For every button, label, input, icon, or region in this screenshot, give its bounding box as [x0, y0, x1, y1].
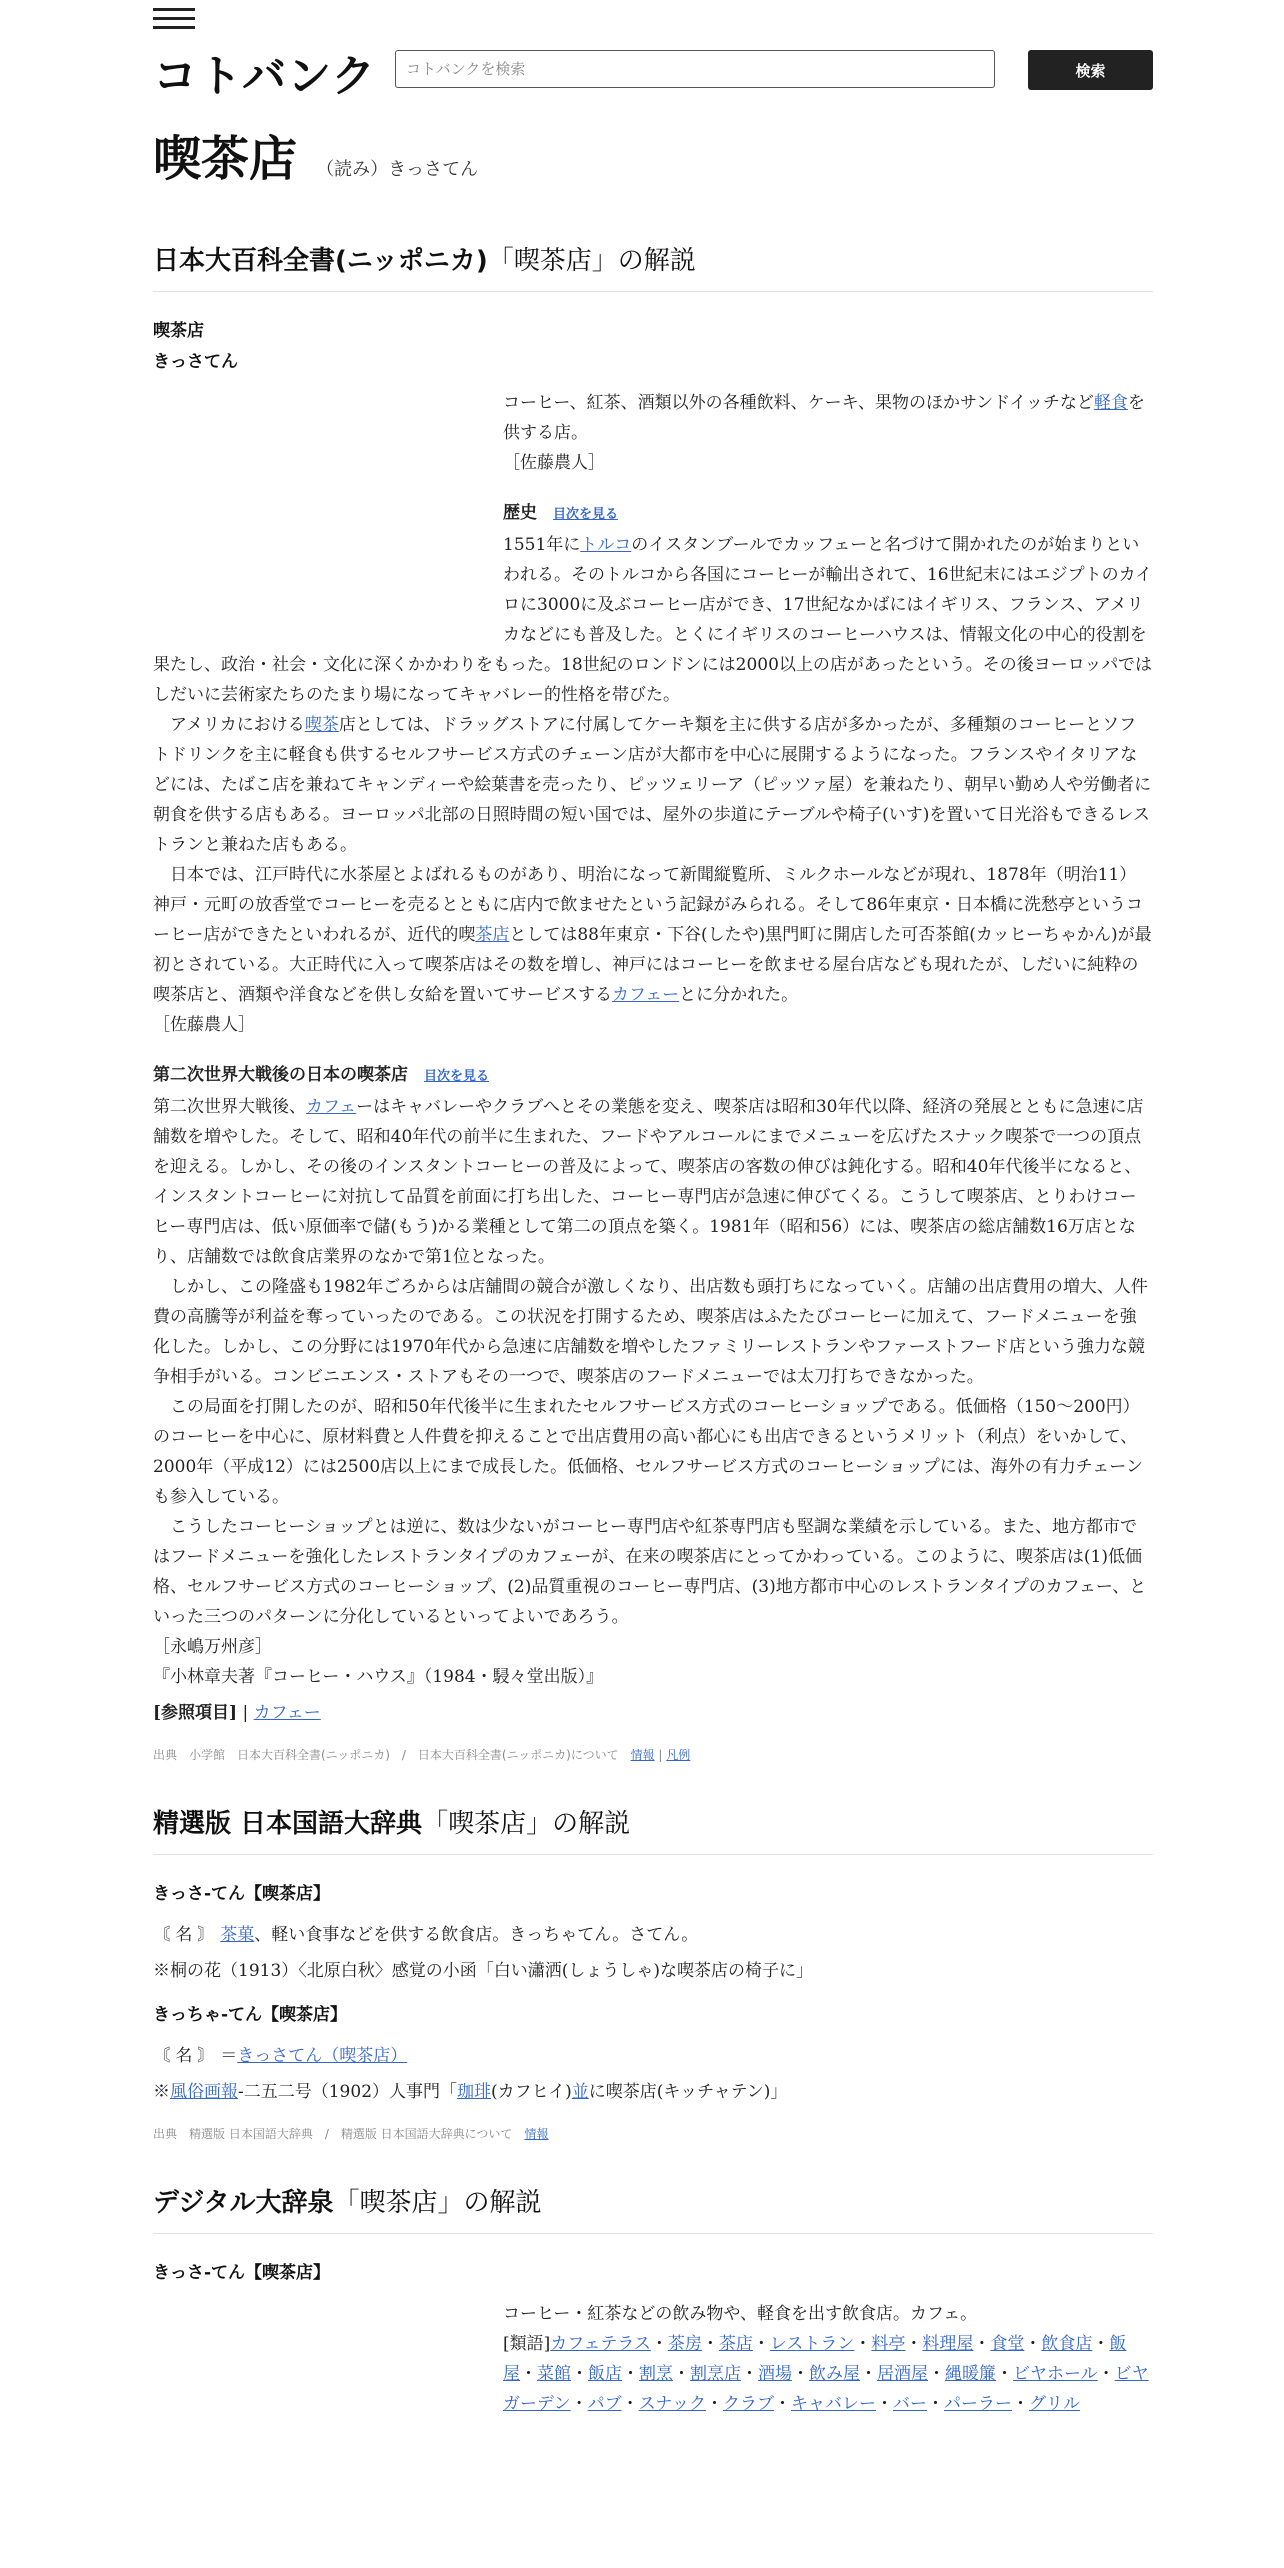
hamburger-menu-icon[interactable]: [153, 8, 195, 32]
link-cafe[interactable]: カフェー: [612, 985, 680, 1005]
separator: ・: [673, 2364, 690, 2384]
bibliography: 『小林章夫著『コーヒー・ハウス』（1984・駸々堂出版）』: [153, 1667, 604, 1687]
text-span: ※: [153, 2082, 170, 2102]
postwar-heading: 第二次世界大戦後の日本の喫茶店: [153, 1065, 408, 1085]
separator: ・: [1012, 2394, 1029, 2414]
synonym-link[interactable]: 飲食店: [1041, 2334, 1093, 2354]
synonym-link[interactable]: クラブ: [723, 2394, 774, 2414]
synonym-link[interactable]: レストラン: [769, 2334, 855, 2354]
text-span: としては88年東京・下谷(したや)黒門町に開店した可否茶館(カッヒーちゃかん)が最初とされている。大正時代に入って喫茶店はその数を増し、神戸にはコーヒーを飲ませる屋台店なども現れたが、しだいに純粋の喫茶店と、酒類や洋食などを供し女給を置いてサービスする: [153, 925, 1152, 1005]
postwar-paragraph-2: しかし、この隆盛も1982年ごろからは店舗間の競合が激しくなり、出店数も頭打ちになっていく。店舗の出店費用の増大、人件費の高騰等が利益を奪っていったのである。この状況を打開するため、喫茶店はふたたびコーヒーに加えて、フードメニューを強化した。しかし、この分野には1970年代から急速に店舗数を増やしたファミリーレストランやファーストフード店という強力な競争相手がいる。コンビニエンス・ストアもその一つで、喫茶店のフードメニューでは太刀打ちできなかった。: [153, 1277, 1148, 1387]
synonym-link[interactable]: 茶房: [667, 2334, 702, 2354]
toc-link[interactable]: 目次を見る: [553, 507, 619, 522]
synonym-link[interactable]: パーラー: [944, 2394, 1012, 2414]
title-row: [153, 120, 1153, 200]
separator: ・: [1024, 2334, 1042, 2354]
source-line: [153, 2125, 1153, 2142]
text-span: 店としては、ドラッグストアに付属してケーキ類を主に供する店が多かったが、多種類のコーヒーとソフトドリンクを主に軽食も供するセルフサービス方式のチェーン店が大都市を中心に展開するようになった。フランスやイタリアなどには、たばこ店を兼ねてキャンディーや絵葉書を売ったり、ピッツェリーア（ピッツァ屋）を兼ねたり、朝早い勤め人や労働者に朝食を供する店もある。ヨーロッパ北部の日照時間の短い国では、屋外の歩道にテーブルや椅子(いす)を置いて日光浴もできるレストランと兼ねた店もある。: [153, 715, 1152, 855]
synonym-link[interactable]: 料亭: [871, 2334, 906, 2354]
reference-label: [参照項目]: [153, 1703, 238, 1723]
history-heading: 歴史: [503, 503, 537, 523]
text-span: 第二次世界大戦後、: [153, 1097, 306, 1117]
link-keishoku[interactable]: 軽食: [1093, 393, 1128, 413]
synonyms-label: [類語]: [503, 2334, 551, 2354]
source-info-link[interactable]: 情報: [524, 2127, 549, 2141]
link-cafe-2[interactable]: カフェ: [306, 1097, 357, 1117]
separator: ・: [570, 2394, 588, 2414]
postwar-paragraph-1: [153, 1092, 1153, 1272]
section-heading-suffix: 「喫茶店」の解説: [422, 1809, 631, 1839]
separator: ・: [622, 2364, 639, 2384]
synonym-link[interactable]: バー: [893, 2394, 927, 2414]
section-heading: [153, 2182, 1153, 2234]
text-span: 、軽い食事などを供する飲食店。きっちゃてん。さてん。: [254, 1925, 699, 1945]
separator: ・: [973, 2334, 991, 2354]
text-span: を供する店。: [503, 393, 1145, 443]
synonym-link[interactable]: グリル: [1029, 2394, 1080, 2414]
text-span: アメリカにおける: [170, 715, 305, 735]
definition: [153, 2041, 1153, 2071]
synonym-link[interactable]: 料理屋: [922, 2334, 974, 2354]
separator: ・: [1092, 2334, 1110, 2354]
separator: ・: [741, 2364, 758, 2384]
section-heading-suffix: 「喫茶店」の解説: [333, 2188, 542, 2218]
author-credit: ［永嶋万州彦］: [153, 1637, 272, 1657]
separator: ・: [621, 2394, 639, 2414]
section-heading-suffix: 「喫茶店」の解説: [487, 246, 696, 276]
text-span: (カフヒイ): [491, 2082, 572, 2102]
site-header: [153, 0, 1153, 110]
separator: ・: [520, 2364, 537, 2384]
link-kissa[interactable]: 喫茶: [304, 715, 339, 735]
search-button[interactable]: 検索: [1028, 50, 1153, 90]
reference-link-cafe[interactable]: カフェー: [253, 1703, 321, 1723]
source-text: 出典 小学館 日本大百科全書(ニッポニカ) / 日本大百科全書(ニッポニカ)について: [153, 1748, 631, 1762]
separator: ・: [774, 2394, 791, 2414]
synonym-link[interactable]: 茶店: [718, 2334, 753, 2354]
text-span: に喫茶店(キッチャテン)」: [588, 2082, 788, 2102]
separator: ・: [752, 2334, 770, 2354]
section-heading: [153, 1803, 1153, 1855]
synonym-link[interactable]: 飯店: [588, 2364, 622, 2384]
separator: ・: [928, 2364, 945, 2384]
synonym-link[interactable]: ビヤガーデン: [503, 2364, 1149, 2414]
image-placeholder: [153, 388, 503, 638]
entry-reading: きっさてん: [153, 352, 238, 372]
separator: ・: [792, 2364, 809, 2384]
section-heading: [153, 240, 1153, 292]
text-span: のイスタンブールでカッフェーと名づけて開かれたのが始まりといわれる。そのトルコから各国にコーヒーが輸出されて、16世紀末にはエジプトのカイロに3000に及ぶコーヒー店ができ、17世紀なかばにはイギリス、フランス、アメリカなどにも普及した。とくにイギリスのコーヒーハウスは、情報文化の中心的役割を果たし、政治・社会・文化に深くかかわりをもった。18世紀のロンドンには2000以上の店があったという。その後ヨーロッパではしだいに芸術家たちのたまり場になってキャバレー的性格を帯びた。: [153, 535, 1153, 705]
separator: ・: [1097, 2364, 1115, 2384]
synonym-link[interactable]: パブ: [587, 2394, 622, 2414]
separator: ・: [860, 2364, 877, 2384]
entry-body: [153, 388, 1153, 1728]
text-span: 1551年に: [503, 535, 581, 555]
text-span: 日本では、江戸時代に水茶屋とよばれるものがあり、明治になって新聞縦覧所、ミルクホールなどが現れ、1878年（明治11）神戸・元町の放香堂でコーヒーを売るとともに店内で飲ませたという記録がみられる。そして86年東京・日本橋に洗愁亭というコーヒー店ができたといわれるが、近代的喫: [153, 865, 1143, 945]
text-span: ‐二五二号（1902）人事門「: [238, 2082, 458, 2102]
america-paragraph: [153, 710, 1153, 860]
link-turkey[interactable]: トルコ: [580, 535, 632, 555]
link-narabi[interactable]: 並: [571, 2082, 589, 2102]
synonym-link[interactable]: カフェテラス: [550, 2334, 651, 2354]
synonym-link[interactable]: スナック: [638, 2394, 706, 2414]
author-credit: ［佐藤農人］: [153, 1015, 255, 1035]
separator: ・: [854, 2334, 872, 2354]
search-input[interactable]: [395, 50, 995, 88]
text-span: ーはキャバレーやクラブへとその業態を変え、喫茶店は昭和30年代以降、経済の発展とともに急速に店舗数を増やした。そして、昭和40年代の前半に生まれた、フードやアルコールにまでメニューを広げたスナック喫茶で一つの頂点を迎える。しかし、その後のインスタントコーヒーの普及によって、喫茶店の客数の伸びは鈍化する。昭和40年代後半になると、インスタントコーヒーに対抗して品質を前面に打ち出した、コーヒー専門店が急速に伸びてくる。こうして喫茶店、とりわけコーヒー専門店は、低い原価率で儲(もう)かる業種として第二の頂点を築く。1981年（昭和56）には、喫茶店の総店舗数16万店となり、店舗数では飲食店業界のなかで第1位となった。: [153, 1097, 1144, 1267]
synonym-link[interactable]: 食堂: [990, 2334, 1025, 2354]
separator: ・: [650, 2334, 668, 2354]
synonyms-list: [503, 2334, 1149, 2414]
citation: [153, 2077, 1153, 2107]
separator: ・: [701, 2334, 719, 2354]
synonym-link[interactable]: 居酒屋: [877, 2364, 928, 2384]
link-sakaten[interactable]: 茶店: [475, 925, 510, 945]
image-placeholder: [153, 2299, 503, 2324]
title-reading: （読み）きっさてん: [316, 159, 479, 180]
entry-body: [153, 1879, 1153, 2107]
separator: ・: [876, 2394, 893, 2414]
part-of-speech: 〘 名 〙 ＝: [153, 2046, 238, 2066]
separator: ・: [905, 2334, 923, 2354]
japan-paragraph: [153, 860, 1153, 1010]
synonym-link[interactable]: 酒場: [758, 2364, 792, 2384]
postwar-paragraph-3: この局面を打開したのが、昭和50年代後半に生まれたセルフサービス方式のコーヒーショップである。低価格（150～200円）のコーヒーを中心に、原材料費と人件費を抑えることで出店費用の高い都心にも出店できるというメリット（利点）をいかして、2000年（平成12）には2500店以上にまで成長した。低価格、セルフサービス方式のコーヒーショップには、海外の有力チェーンも参入している。: [153, 1397, 1143, 1507]
entry-head: きっさ‐てん【喫茶店】: [153, 1884, 331, 1904]
citation: ※桐の花（1913）〈北原白秋〉感覚の小函「白い瀟洒(しょうしゃ)な喫茶店の椅子に」: [153, 1961, 814, 1981]
synonym-link[interactable]: 飲み屋: [809, 2364, 860, 2384]
postwar-heading-row: [153, 1060, 1153, 1092]
section-heading-source: デジタル大辞泉: [153, 2188, 334, 2218]
synonym-link[interactable]: 菜館: [537, 2364, 571, 2384]
site-logo[interactable]: コトバンク: [153, 51, 377, 102]
synonym-link[interactable]: 縄暖簾: [945, 2364, 996, 2384]
synonym-link[interactable]: 飯屋: [503, 2334, 1127, 2384]
source-info-link[interactable]: 情報: [630, 1748, 655, 1762]
link-kissaten[interactable]: きっさてん（喫茶店）: [237, 2046, 408, 2066]
definition: コーヒー・紅茶などの飲み物や、軽食を出す飲食店。カフェ。: [503, 2304, 978, 2324]
entry-head: きっちゃ‐てん【喫茶店】: [153, 2005, 348, 2025]
separator: |: [237, 1703, 254, 1723]
source-legend-link[interactable]: 凡例: [666, 1748, 691, 1762]
synonym-link[interactable]: 割烹店: [690, 2364, 741, 2384]
spacer: [153, 1040, 1153, 1060]
definition: [153, 1920, 1153, 1950]
section-daijisen: [153, 2182, 1153, 2419]
toc-link[interactable]: 目次を見る: [424, 1069, 490, 1084]
text-span: コーヒー、紅茶、酒類以外の各種飲料、ケーキ、果物のほかサンドイッチなど: [503, 393, 1094, 413]
separator: ・: [996, 2364, 1013, 2384]
part-of-speech: 〘 名 〙: [153, 1925, 221, 1945]
entry-name: 喫茶店: [153, 321, 204, 341]
synonym-link[interactable]: 割烹: [639, 2364, 673, 2384]
reference-row: [153, 1698, 1153, 1728]
separator: ・: [927, 2394, 944, 2414]
author-credit: ［佐藤農人］: [503, 453, 605, 473]
synonym-link[interactable]: ビヤホール: [1013, 2364, 1098, 2384]
section-seisenban: [153, 1803, 1153, 2142]
page-title: 喫茶店: [153, 131, 298, 187]
section-heading-source: 日本大百科全書(ニッポニカ): [153, 246, 488, 276]
link-fuzoku-gaho[interactable]: 風俗画報: [170, 2082, 238, 2102]
entry-head: きっさ‐てん【喫茶店】: [153, 2263, 331, 2283]
separator: |: [654, 1748, 667, 1762]
link-chaka[interactable]: 茶菓: [220, 1925, 255, 1945]
text-span: とに分かれた。: [679, 985, 799, 1005]
entry-body: [153, 2299, 1153, 2419]
separator: ・: [571, 2364, 588, 2384]
link-kohi[interactable]: 珈琲: [457, 2082, 492, 2102]
synonym-link[interactable]: キャバレー: [791, 2394, 876, 2414]
source-text: 出典 精選版 日本国語大辞典 / 精選版 日本国語大辞典について: [153, 2127, 525, 2141]
synonyms: [503, 2329, 1153, 2419]
section-heading-source: 精選版 日本国語大辞典: [153, 1809, 423, 1839]
section-nipponica: [153, 240, 1153, 1763]
separator: ・: [706, 2394, 723, 2414]
source-line: [153, 1746, 1153, 1763]
postwar-paragraph-4: こうしたコーヒーショップとは逆に、数は少ないがコーヒー専門店や紅茶専門店も堅調な業績を示している。また、地方都市ではフードメニューを強化したレストランタイプのカフェーが、在来の喫茶店にとってかわっている。このように、喫茶店は(1)低価格、セルフサービス方式のコーヒーショップ、(2)品質重視のコーヒー専門店、(3)地方都市中心のレストランタイプのカフェー、といった三つのパターンに分化しているといってよいであろう。: [153, 1517, 1147, 1627]
page: [153, 0, 1153, 2419]
